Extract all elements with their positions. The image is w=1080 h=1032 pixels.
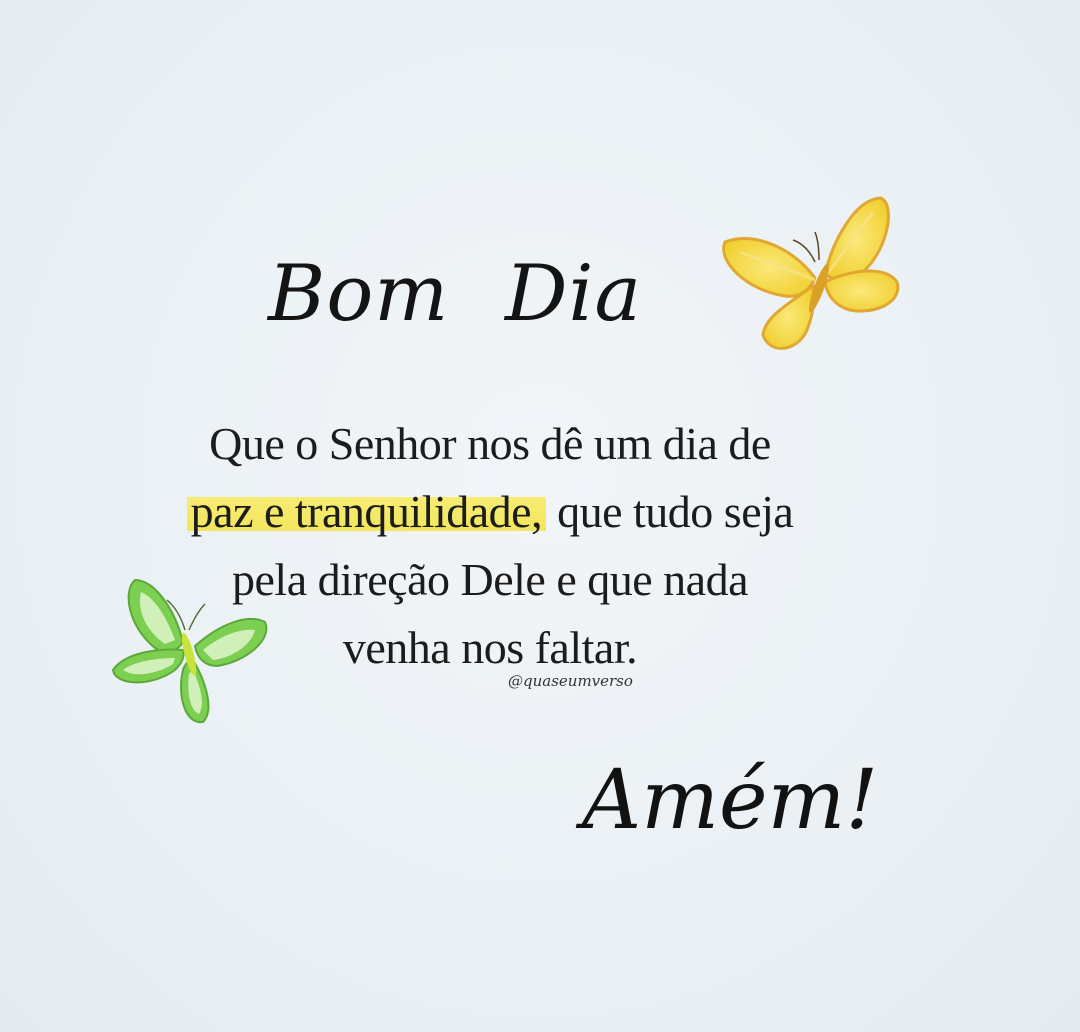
green-butterfly-icon [105, 570, 275, 730]
title-bom: Bom [268, 249, 450, 339]
yellow-butterfly-icon [715, 190, 905, 365]
author-credit: @quaseumverso [508, 672, 633, 690]
message-line-2-rest: que tudo seja [546, 486, 794, 537]
message-line-2 [130, 478, 850, 546]
message-line-1: Que o Senhor nos dê um dia de [209, 418, 771, 469]
message-line-4: venha nos faltar. [342, 622, 638, 673]
message-line-3: pela direção Dele e que nada [232, 554, 748, 605]
closing-amen: Amém! [582, 753, 879, 848]
highlighted-phrase: paz e tranquilidade, [187, 486, 546, 537]
title-dia: Dia [505, 249, 642, 339]
